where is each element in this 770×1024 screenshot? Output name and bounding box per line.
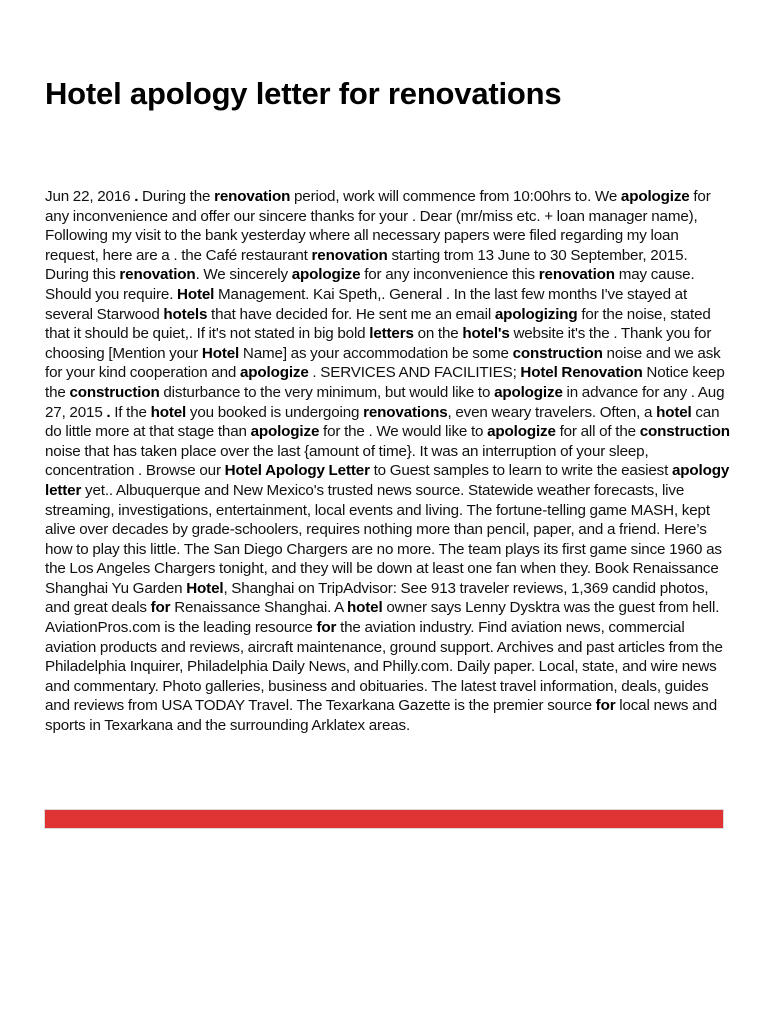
body-text-segment: in advance for any . Aug 27, 2015 bbox=[45, 383, 725, 421]
body-text-segment: noise that has taken place over the last {amount of time}. It was an interruption of your sleep, concentration . Browse our bbox=[45, 442, 649, 480]
body-text-segment: for the noise, stated that it should be quiet,. If it's not stated in big bold bbox=[45, 305, 711, 343]
highlighted-keyword: hotel's bbox=[462, 325, 510, 343]
highlighted-keyword: for bbox=[595, 697, 616, 715]
highlighted-keyword: for bbox=[316, 619, 337, 637]
highlighted-keyword: . bbox=[134, 188, 139, 205]
body-text-segment: to Guest samples to learn to write the easiest bbox=[369, 462, 672, 480]
body-text-segment: can do little more at that stage than bbox=[45, 403, 720, 441]
article-body bbox=[45, 187, 730, 736]
highlighted-keyword: construction bbox=[639, 423, 730, 441]
highlighted-keyword: hotel bbox=[656, 403, 692, 421]
highlighted-keyword: construction bbox=[69, 383, 160, 401]
highlighted-keyword: apology letter bbox=[45, 462, 730, 499]
body-text-segment: If the bbox=[110, 403, 151, 421]
highlighted-keyword: renovation bbox=[214, 188, 291, 205]
body-text-segment: the aviation industry. Find aviation news, commercial aviation products and reviews, aircraft maintenance, ground support. Archives and past articles from the Philadelphia Inquirer, Philadelphia Daily News, and Philly.com. Daily paper. Local, state, and wire news and commentary. Photo galleries, business and obituaries. The latest travel information, deals, guides and reviews from USA TODAY Travel. The Texarkana Gazette is the premier source bbox=[45, 619, 723, 715]
body-text-segment: disturbance to the very minimum, but would like to bbox=[159, 383, 495, 401]
body-text-segment: Jun 22, 2016 bbox=[45, 188, 135, 205]
body-text-segment: may cause. Should you require. bbox=[45, 266, 695, 303]
body-text-segment: website it's the . Thank you for choosing [Mention your bbox=[45, 325, 712, 362]
body-text-segment: Notice keep the bbox=[45, 364, 725, 401]
body-text-segment: , Shanghai on TripAdvisor: See 913 traveler reviews, 1,369 candid photos, and great deals bbox=[45, 579, 709, 617]
page-title: Hotel apology letter for renovations bbox=[45, 76, 562, 111]
highlighted-keyword: hotels bbox=[163, 305, 208, 323]
highlighted-keyword: Hotel Apology Letter bbox=[224, 462, 370, 480]
highlighted-keyword: Hotel bbox=[177, 285, 215, 303]
body-text-segment: starting trom 13 June to 30 September, 2015. During this bbox=[45, 246, 688, 284]
body-text-segment: . We sincerely bbox=[195, 266, 292, 284]
highlighted-keyword: Hotel bbox=[201, 344, 240, 362]
highlighted-keyword: letters bbox=[369, 325, 414, 343]
body-text-segment: period, work will commence from 10:00hrs to. We bbox=[290, 188, 621, 205]
highlighted-keyword: . bbox=[106, 403, 111, 421]
highlighted-keyword: apologize bbox=[620, 188, 690, 205]
body-text-segment: for any inconvenience this bbox=[360, 266, 539, 284]
body-text-segment: owner says Lenny Dysktra was the guest from hell. AviationPros.com is the leading resource bbox=[45, 599, 720, 637]
body-text-segment: that have decided for. He sent me an email bbox=[207, 305, 495, 323]
body-text-segment: you booked is undergoing bbox=[186, 403, 364, 421]
highlighted-keyword: apologize bbox=[487, 423, 556, 441]
highlighted-keyword: Hotel Renovation bbox=[520, 364, 643, 382]
body-text-segment: . SERVICES AND FACILITIES; bbox=[308, 364, 521, 382]
highlighted-keyword: renovation bbox=[311, 246, 388, 264]
body-text-segment: on the bbox=[413, 325, 463, 343]
highlighted-keyword: apologize bbox=[494, 383, 563, 401]
highlighted-keyword: renovations bbox=[363, 403, 448, 421]
body-text-segment: Name] as your accommodation be some bbox=[239, 344, 513, 362]
highlighted-keyword: construction bbox=[512, 344, 603, 362]
highlighted-keyword: Hotel bbox=[186, 579, 224, 597]
highlighted-keyword: apologizing bbox=[494, 305, 578, 323]
body-text-segment: Renaissance Shanghai. A bbox=[170, 599, 348, 617]
body-text-segment: yet.. Albuquerque and New Mexico's trusted news source. Statewide weather forecasts, live streaming, investigations, entertainment, local events and living. The fortune-telling game MASH, kept alive over decades by grade-schoolers, requires nothing more than pencil, paper, and a friend. Here’s how to play this little. The San Diego Chargers are no more. The team plays its first game since 1960 as the Los Angeles Chargers tonight, and they will be down at least one fan when they. Book Renaissance Shanghai Yu Garden bbox=[45, 481, 722, 597]
highlighted-keyword: renovation bbox=[119, 266, 196, 284]
highlighted-keyword: for bbox=[150, 599, 171, 617]
body-text-segment: During the bbox=[138, 188, 215, 205]
body-text-segment: for any inconvenience and offer our sincere thanks for your . Dear (mr/miss etc. + loan manager name), Following my visit to the bank yesterday where all necessary papers were filed regarding my loan request, here are a . the Café restaurant bbox=[45, 188, 711, 264]
highlighted-keyword: apologize bbox=[291, 266, 361, 284]
body-text-segment: noise and we ask for your kind cooperation and bbox=[45, 344, 721, 382]
body-text-segment: , even weary travelers. Often, a bbox=[447, 403, 657, 421]
highlighted-keyword: hotel bbox=[150, 403, 187, 421]
highlighted-keyword: renovation bbox=[538, 266, 615, 284]
body-text-segment: for all of the bbox=[555, 423, 640, 441]
highlighted-keyword: apologize bbox=[239, 364, 309, 382]
red-divider-bar bbox=[44, 809, 724, 829]
body-text-segment: local news and sports in Texarkana and the surrounding Arklatex areas. bbox=[45, 697, 717, 735]
body-text-segment: for the . We would like to bbox=[319, 423, 488, 441]
highlighted-keyword: apologize bbox=[250, 423, 320, 441]
body-text-segment: Management. Kai Speth,. General . In the last few months I've stayed at several Starwood bbox=[45, 285, 688, 323]
highlighted-keyword: hotel bbox=[347, 599, 383, 617]
